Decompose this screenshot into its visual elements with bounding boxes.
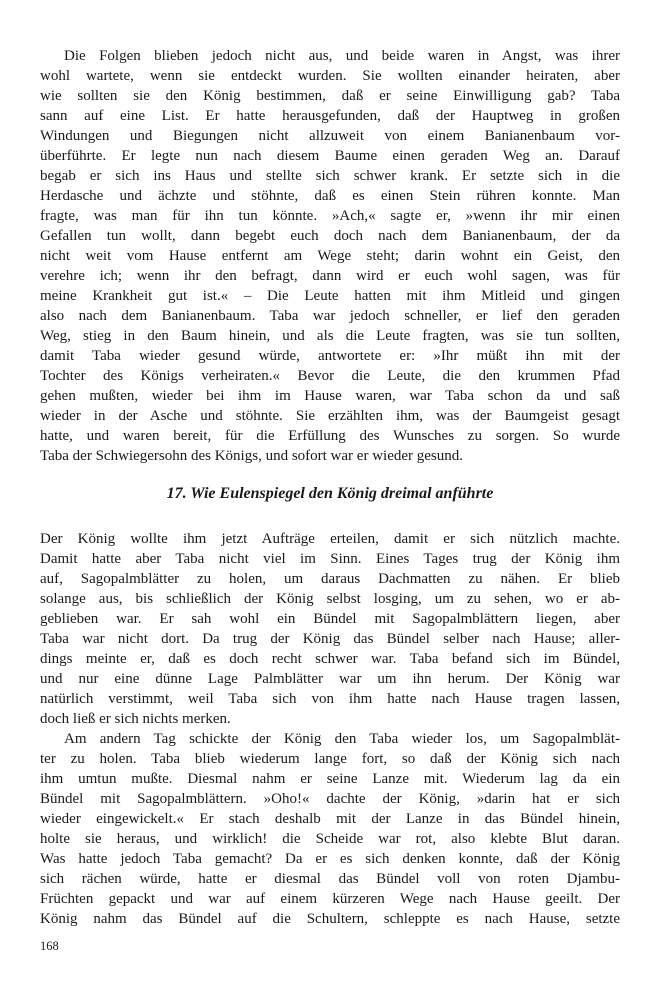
text-line: König nahm das Bündel auf die Schultern, schleppte es nach Hause, setzte (40, 911, 620, 927)
text-line: auf, Sagopalmblätter zu holen, um daraus Dachmatten zu nähen. Er blieb (40, 571, 620, 587)
page-text (40, 46, 620, 929)
page-number: 168 (40, 939, 59, 953)
text-line: Tochter des Königs verheiraten.« Bevor die Leute, die den krummen Pfad (40, 368, 620, 384)
text-line: ter zu holen. Taba blieb wiederum lange fort, so daß der König sich nach (40, 751, 620, 767)
text-line: Gefallen tun wollt, dann begebt euch doch nach dem Banianenbaum, der da (40, 228, 620, 244)
text-line: begab er sich ins Haus und stellte sich schwer krank. Er setzte sich in die (40, 168, 620, 184)
text-line: verehre ich; wenn ihr den befragt, dann wird er euch wohl sagen, was für (40, 268, 620, 284)
text-line: damit Taba wieder gesund würde, antwortete er: »Ihr müßt ihn mit der (40, 348, 620, 364)
text-line: Die Folgen blieben jedoch nicht aus, und beide waren in Angst, was ihrer (64, 48, 620, 64)
text-line: sich rächen würde, hatte er diesmal das Bündel voll von roten Djambu- (40, 871, 620, 887)
text-line: wieder in der Asche und stöhnte. Sie erzählten ihm, was der Baumgeist gesagt (40, 408, 620, 424)
text-line: wohl wartete, wenn sie entdeckt wurden. Sie wollten einander heiraten, aber (40, 68, 620, 84)
text-line: Bündel mit Sagopalmblättern. »Oho!« dachte der König, »darin hat er sich (40, 791, 620, 807)
text-line: sann auf eine List. Er hatte herausgefunden, daß der Hauptweg in großen (40, 108, 620, 124)
text-line: und nur eine dünne Lage Palmblätter war um ihn herum. Der König war (40, 671, 620, 687)
text-line: Taba der Schwiegersohn des Königs, und sofort war er wieder gesund. (40, 448, 464, 464)
text-line: Am andern Tag schickte der König den Taba wieder los, um Sagopalmblät- (64, 731, 620, 747)
text-line: meine Krankheit gut ist.« – Die Leute hatten mit ihm Mitleid und gingen (40, 288, 620, 304)
text-line: Früchten gepackt und war auf einem kürzeren Wege nach Hause geeilt. Der (40, 891, 620, 907)
text-line: natürlich verstimmt, weil Taba sich von ihm hatte nach Hause tragen lassen, (40, 691, 620, 707)
text-line: fragte, was man für ihn tun könnte. »Ach,« sagte er, »wenn ihr mir einen (40, 208, 620, 224)
text-line: Herdasche und ächzte und stöhnte, daß es einen Stein rühren konnte. Man (40, 188, 620, 204)
text-line: wie sollten sie den König bestimmen, daß er seine Einwilligung gab? Taba (40, 88, 620, 104)
text-line: dings meinte er, daß es doch recht schwer war. Taba befand sich im Bündel, (40, 651, 620, 667)
text-line: Damit hatte aber Taba nicht viel im Sinn. Eines Tages trug der König ihm (40, 551, 620, 567)
text-line: holte sie heraus, und wirklich! die Scheide war rot, also klebte Blut daran. (40, 831, 620, 847)
text-line: hatte, und waren bereit, für die Erfüllung des Wunsches zu sorgen. So wurde (40, 428, 620, 444)
text-line: wieder eingewickelt.« Er stach deshalb mit der Lanze in das Bündel hinein, (40, 811, 620, 827)
text-line: Taba war nicht dort. Da trug der König das Bündel selber nach Hause; aller- (40, 631, 620, 647)
text-line: gehen mußten, wieder bei ihm im Hause waren, war Taba schon da und saß (40, 388, 620, 404)
text-line: doch ließ er sich nichts merken. (40, 711, 231, 727)
text-line: Was hatte jedoch Taba gemacht? Da er es sich denken konnte, daß der König (40, 851, 620, 867)
text-line: also nach dem Banianenbaum. Taba war jedoch schneller, er lief den geraden (40, 308, 620, 324)
text-line: ihm umtun mußte. Diesmal nahm er seine Lanze mit. Wiederum lag da ein (40, 771, 620, 787)
text-line: Windungen und Biegungen nicht allzuweit von einem Banianenbaum vor- (40, 128, 620, 144)
text-line: Weg, stieg in den Baum hinein, und als die Leute fragten, was sie tun sollten, (40, 328, 620, 344)
text-line: geblieben war. Er sah wohl ein Bündel mit Sagopalmblättern liegen, aber (40, 611, 620, 627)
chapter-heading: 17. Wie Eulenspiegel den König dreimal anführte (166, 485, 494, 502)
text-line: überführte. Er legte nun nach diesem Baume einen geraden Weg an. Darauf (40, 148, 620, 164)
text-line: solange aus, bis schließlich der König selbst losging, um zu sehen, wo er ab- (40, 591, 620, 607)
text-line: Der König wollte ihm jetzt Aufträge erteilen, damit er sich nützlich machte. (40, 531, 620, 547)
text-line: nicht weit vom Hause entfernt am Wege steht; darin wohnt ein Geist, den (40, 248, 620, 264)
